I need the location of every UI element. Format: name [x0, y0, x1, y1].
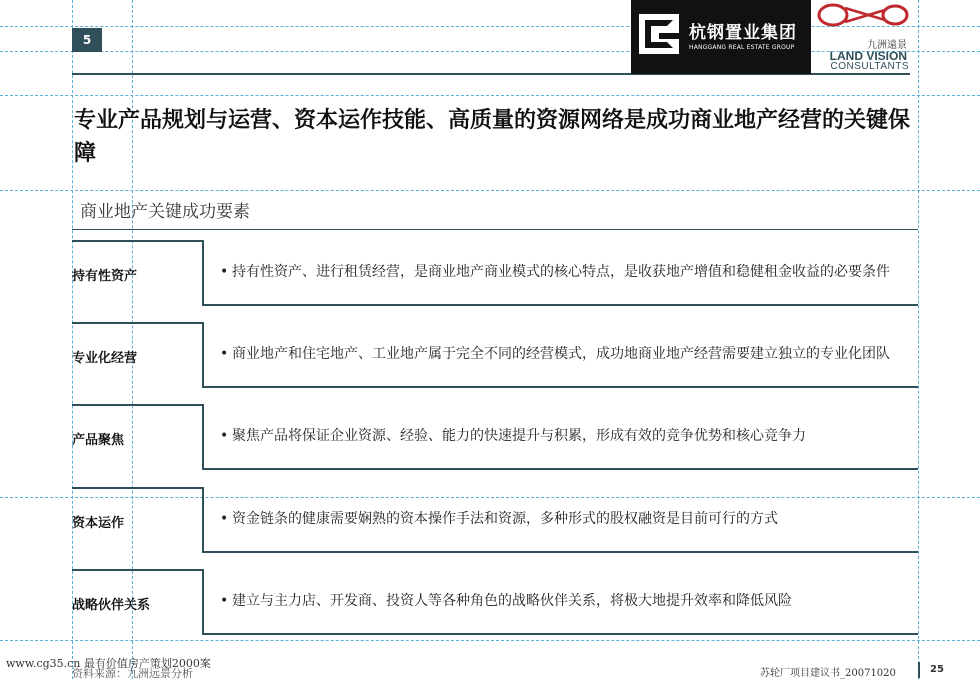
- factor-description: [220, 487, 912, 551]
- page-title: 专业产品规划与运营、资本运作技能、高质量的资源网络是成功商业地产经营的关键保障: [74, 108, 911, 166]
- factor-label: 专业化经营: [72, 322, 204, 388]
- row-rule: [202, 304, 918, 306]
- factor-description: [220, 569, 912, 633]
- factor-row: [72, 240, 918, 306]
- footer-page-number: 25: [930, 664, 944, 675]
- guide-line: [918, 0, 919, 679]
- factor-row: [72, 569, 918, 635]
- factor-description: [220, 404, 912, 468]
- guide-line: [0, 95, 980, 96]
- footer-divider: [918, 662, 920, 678]
- landvision-mark-icon: [815, 2, 911, 28]
- hanggang-logo: [631, 0, 811, 74]
- factor-row: [72, 322, 918, 388]
- landvision-logo: [813, 0, 913, 74]
- watermark-text: www.cg35.cn 最有价值房产策划2000案: [6, 657, 211, 670]
- bullet-icon: •: [220, 264, 229, 280]
- bullet-icon: •: [220, 428, 229, 444]
- subtitle-rule: [72, 229, 918, 230]
- bullet-icon: •: [220, 511, 229, 527]
- hanggang-mark-icon: [639, 14, 679, 54]
- landvision-sub: CONSULTANTS: [830, 61, 909, 72]
- project-name: 苏轮厂项目建议书_20071020: [760, 668, 896, 679]
- row-rule: [202, 468, 918, 470]
- row-rule: [202, 551, 918, 553]
- factor-description-text: 建立与主力店、开发商、投资人等各种角色的战略伙伴关系，将极大地提升效率和降低风险: [232, 593, 792, 609]
- factor-description-text: 资金链条的健康需要娴熟的资本操作手法和资源，多种形式的股权融资是目前可行的方式: [232, 511, 778, 527]
- factor-row: [72, 487, 918, 553]
- hanggang-logo-name: 杭钢置业集团: [689, 23, 797, 43]
- bullet-icon: •: [220, 593, 229, 609]
- factor-label: 产品聚焦: [72, 404, 204, 470]
- factor-label: 资本运作: [72, 487, 204, 553]
- hanggang-logo-en: HANGGANG REAL ESTATE GROUP: [689, 44, 795, 51]
- landvision-cn: 九洲遠景: [867, 40, 907, 51]
- factor-description-text: 持有性资产、进行租赁经营，是商业地产商业模式的核心特点，是收获地产增值和稳健租金收益的必要条件: [232, 264, 890, 280]
- factor-label: 战略伙伴关系: [72, 569, 204, 635]
- landvision-en: LAND VISION: [829, 49, 907, 63]
- row-rule: [202, 633, 918, 635]
- factor-row: [72, 404, 918, 470]
- factor-description-text: 商业地产和住宅地产、工业地产属于完全不同的经营模式，成功地商业地产经营需要建立独立的专业化团队: [232, 346, 890, 362]
- guide-line: [0, 640, 980, 641]
- page-number-badge: 5: [72, 28, 102, 52]
- source-note: 资料来源：九洲远景分析: [72, 667, 193, 680]
- bullet-icon: •: [220, 346, 229, 362]
- guide-line: [0, 190, 980, 191]
- factor-description: [220, 322, 912, 386]
- row-rule: [202, 386, 918, 388]
- factor-label: 持有性资产: [72, 240, 204, 306]
- factor-description: [220, 240, 912, 304]
- factor-description-text: 聚焦产品将保证企业资源、经验、能力的快速提升与积累，形成有效的竞争优势和核心竞争力: [232, 428, 806, 444]
- section-subtitle: 商业地产关键成功要素: [80, 202, 250, 222]
